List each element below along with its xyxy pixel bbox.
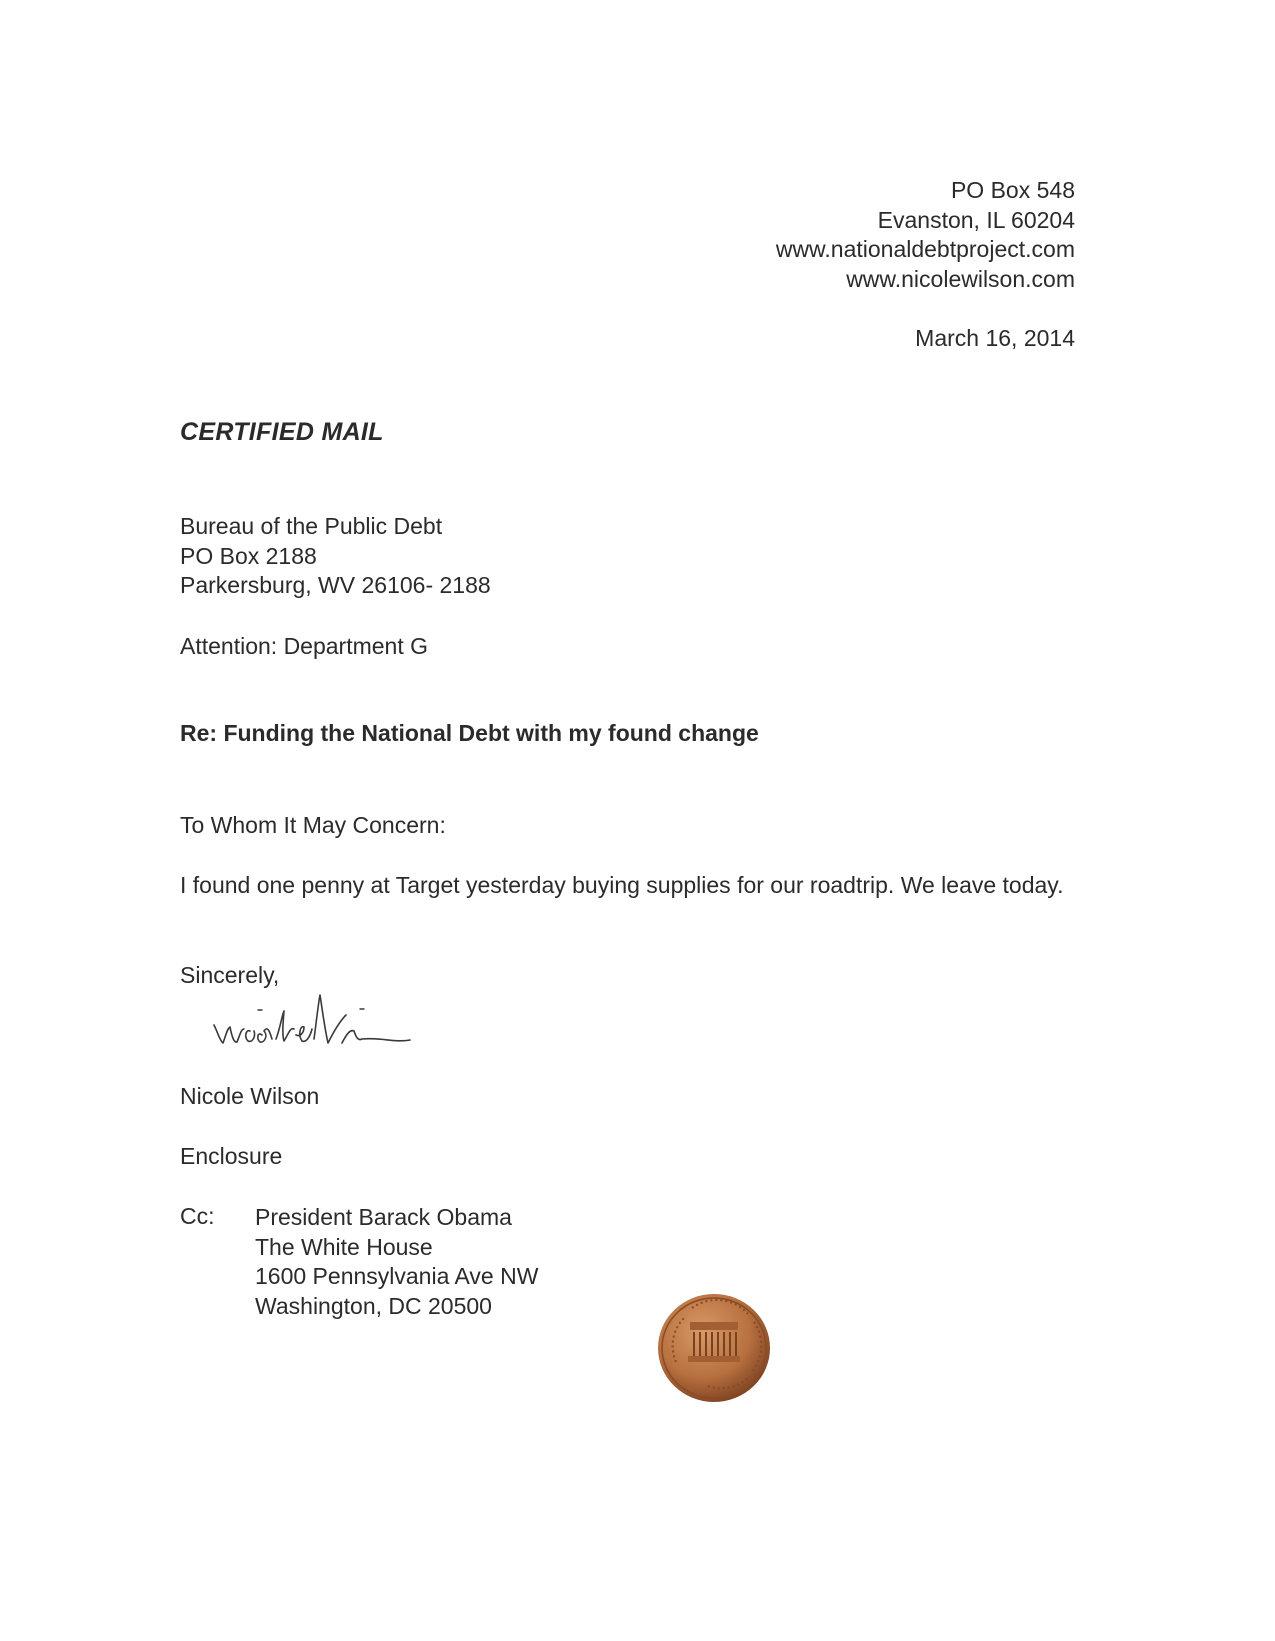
cc-address [255,1203,538,1321]
cc-label: Cc: [180,1203,215,1229]
signer-name: Nicole Wilson [180,1083,320,1109]
sender-po-box: PO Box 548 [950,177,1075,203]
certified-mail-heading: CERTIFIED MAIL [180,418,384,446]
penny-coin-icon [656,1292,772,1404]
enclosure-note: Enclosure [180,1143,283,1169]
handwritten-signature-icon [210,985,430,1055]
recipient-city: Parkersburg, WV 26106- 2188 [180,572,491,598]
cc-name: President Barack Obama [255,1204,512,1230]
attention-line: Attention: Department G [180,633,429,659]
recipient-org: Bureau of the Public Debt [180,513,443,539]
cc-org: The White House [255,1233,433,1260]
letter-body: I found one penny at Target yesterday buying supplies for our roadtrip. We leave today. [180,872,1064,898]
recipient-po-box: PO Box 2188 [180,542,317,569]
cc-city: Washington, DC 20500 [255,1292,492,1319]
sender-address [776,176,1075,294]
salutation: To Whom It May Concern: [180,812,446,838]
recipient-address [180,512,491,601]
sender-city: Evanston, IL 60204 [877,206,1075,233]
sender-website-2: www.nicolewilson.com [846,265,1075,292]
letter-date: March 16, 2014 [915,325,1075,351]
sender-website-1: www.nationaldebtproject.com [775,236,1075,262]
closing: Sincerely, [180,962,280,988]
subject-line: Re: Funding the National Debt with my found change [180,720,759,746]
cc-street: 1600 Pennsylvania Ave NW [255,1263,539,1289]
